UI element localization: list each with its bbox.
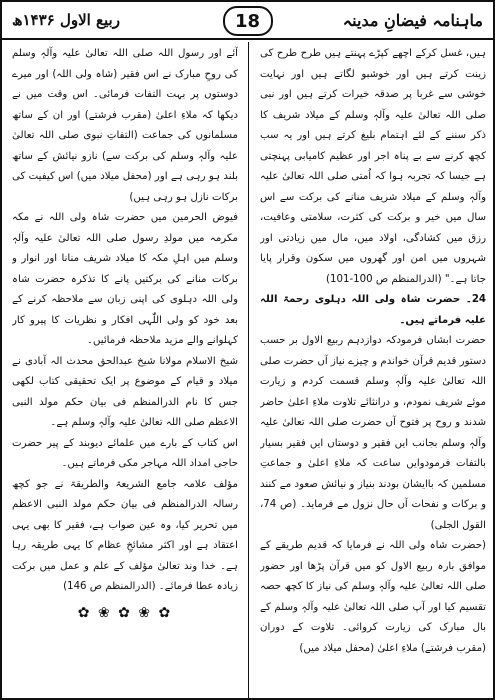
left-column [12, 44, 238, 696]
right-column [260, 44, 486, 696]
page-number: 18 [223, 6, 273, 36]
ornament-divider: ✿ ❀ ✿ ❀ ✿ [77, 604, 173, 621]
column-divider [248, 42, 249, 698]
left-paragraph-4: اس کتاب کے بارے میں علمائے دیوبند کے پیر حضرت حاجی امداد اللہ مہاجر مکی فرماتے ہیں۔ [12, 437, 238, 469]
right-paragraph-2: حضرت ابشاں فرمودکہ دوازدہم ربیع الاول بر حسب دستور قدیم قرآن خواندم و چیزے نیاز آں حضرت صلی اللہ تعالیٰ علیہ وآلہٖ وسلم قسمت کردم و زیارت موئے شریف نمودم، و درانثائے تلاوت ملاءِ اعلیٰ حاضر شدند و روح پر فتوح آں حضرت صلی اللہ تعالیٰ علیہ وآلہٖ وسلم بجانب ایں فقیر و دوستاں ایں فقیر بسیار بالتفات فرمودوایں ساعت کہ ملاءِ اعلیٰ و جماعتِ مسلمین کہ باایشان بودند بنیاز و نیائش صعود مے کنند و برکات و نفحات آں حال نزول مے فرماید۔ (ص 74، القول الجلی) [260, 335, 486, 531]
section-heading: 24۔ حضرت شاہ ولی اللہ دہلوی رحمۃ اللہ علیہ فرماتے ہیں۔ [260, 294, 486, 326]
issue-date: ربیع الاول ۱۴۳۶ھ [12, 11, 120, 29]
right-paragraph-3: (حضرت شاہ ولی اللہ نے فرمایا کہ قدیم طریقے کے موافق بارہ ربیع الاول کو میں قرآن پڑھا اور حضور صلی اللہ تعالیٰ علیہ وآلہٖ وسلم کی نیاز کا کچھ حصہ تقسیم کیا اور آپ صلی اللہ تعالیٰ علیہ وآلہٖ وسلم کے بال مبارک کی زیارت کروائی۔ تلاوت کے دوران (مقرب فرشتے) ملاءِ اعلیٰ (محفل میلاد میں) [260, 540, 486, 654]
left-paragraph-2: فیوض الحرمین میں حضرت شاہ ولی اللہ نے مکہ مکرمہ میں مولدِ رسول صلی اللہ تعالیٰ علیہ وآلہٖ وسلم میں اہلِ مکہ کا میلاد شریف منانا اور انوار و برکات منانے کی برکتیں پانے کا تذکرہ حضرت شاہ ولی اللہ دہلوی کی اپنی زبان سے ملاحظہ کرنے کے بعد خود کو ولی اللّٰہی افکار و نظریات کا پیرو کار کہلوانے والے مزید ملاحظہ فرمائیں۔ [12, 212, 238, 346]
right-paragraph-1: ہیں، غسل کرکے اچھے کپڑے پہنتے ہیں طرح طرح کی زینت کرتے ہیں اور خوشبو لگاتے ہیں اور نہایت خوشی سے غربا پر صدقہ خیرات کرتے ہیں اور نبی صلی اللہ تعالیٰ علیہ وآلہٖ وسلم کے میلاد شریف کا ذکر سننے کے لئے اہتمام بلیغ کرتے ہیں اور یہ سب کچھ کرنے سے بے پناہ اجر اور عظیم کامیابی پہنچتی ہے جیسا کہ تجربہ ہوا کہ اُمتی صلی اللہ تعالیٰ علیہ وآلہٖ وسلم کے میلاد شریف منانے کی برکت سے اس سال میں خیر و برکت کی کثرت، سلامتی وعافیت، رزق میں کشادگی، اولاد میں، مال میں زیادتی اور شہروں میں امن اور گھروں میں سکون وقرار پایا جاتا ہے۔" (الدرالمنظم ص 100-101) [260, 48, 486, 285]
magazine-title: ماہنامہ فیضانِ مدینہ [342, 10, 483, 30]
left-paragraph-5: مؤلف علامہ جامع الشریعۃ والطریقۃ نے جو کچھ رسالہ الدرالمنظم فی بیان حکم مولد النبی الاعظم میں تحریر کیا، وہ عین صواب ہے، فقیر کا بھی یہی اعتقاد ہے اور اکثر مشائخِ عظام کا یہی طریقہ رہا ہے۔ خدا وند تعالیٰ مؤلف کے علم و عمل میں برکت زیادہ عطا فرمائے۔ (الدرالمنظم ص 146) [12, 478, 238, 592]
left-paragraph-3: شیخ الاسلام مولانا شیخ عبدالحق محدث الہ آبادی نے میلاد و قیام کے موضوع پر ایک تحقیقی کتاب لکھی جس کا نام الدرالمنظم فی بیان حکم مولد النبی الاعظم صلی اللہ تعالیٰ علیہ وآلہٖ وسلم ہے۔ [12, 355, 238, 428]
left-paragraph-1: آئے اور رسول اللہ صلی اللہ تعالیٰ علیہ وآلہٖ وسلم کی روحِ مبارک نے اس فقیر (شاہ ولی اللہ) اور میرے دوستوں پر بہت التفات فرمائی۔ اس وقت میں نے دیکھا کہ ملاءِ اعلیٰ (مقرب فرشتے) اور ان کے ساتھ مسلمانوں کی جماعت (التفاتِ نبوی صلی اللہ تعالیٰ علیہ وآلہٖ وسلم کی برکت سے) نازو نیائش کے ساتھ بلند ہو رہی ہے اور (محفل میلاد میں) اس کیفیت کی برکات نازل ہو رہی ہیں) [12, 48, 238, 203]
